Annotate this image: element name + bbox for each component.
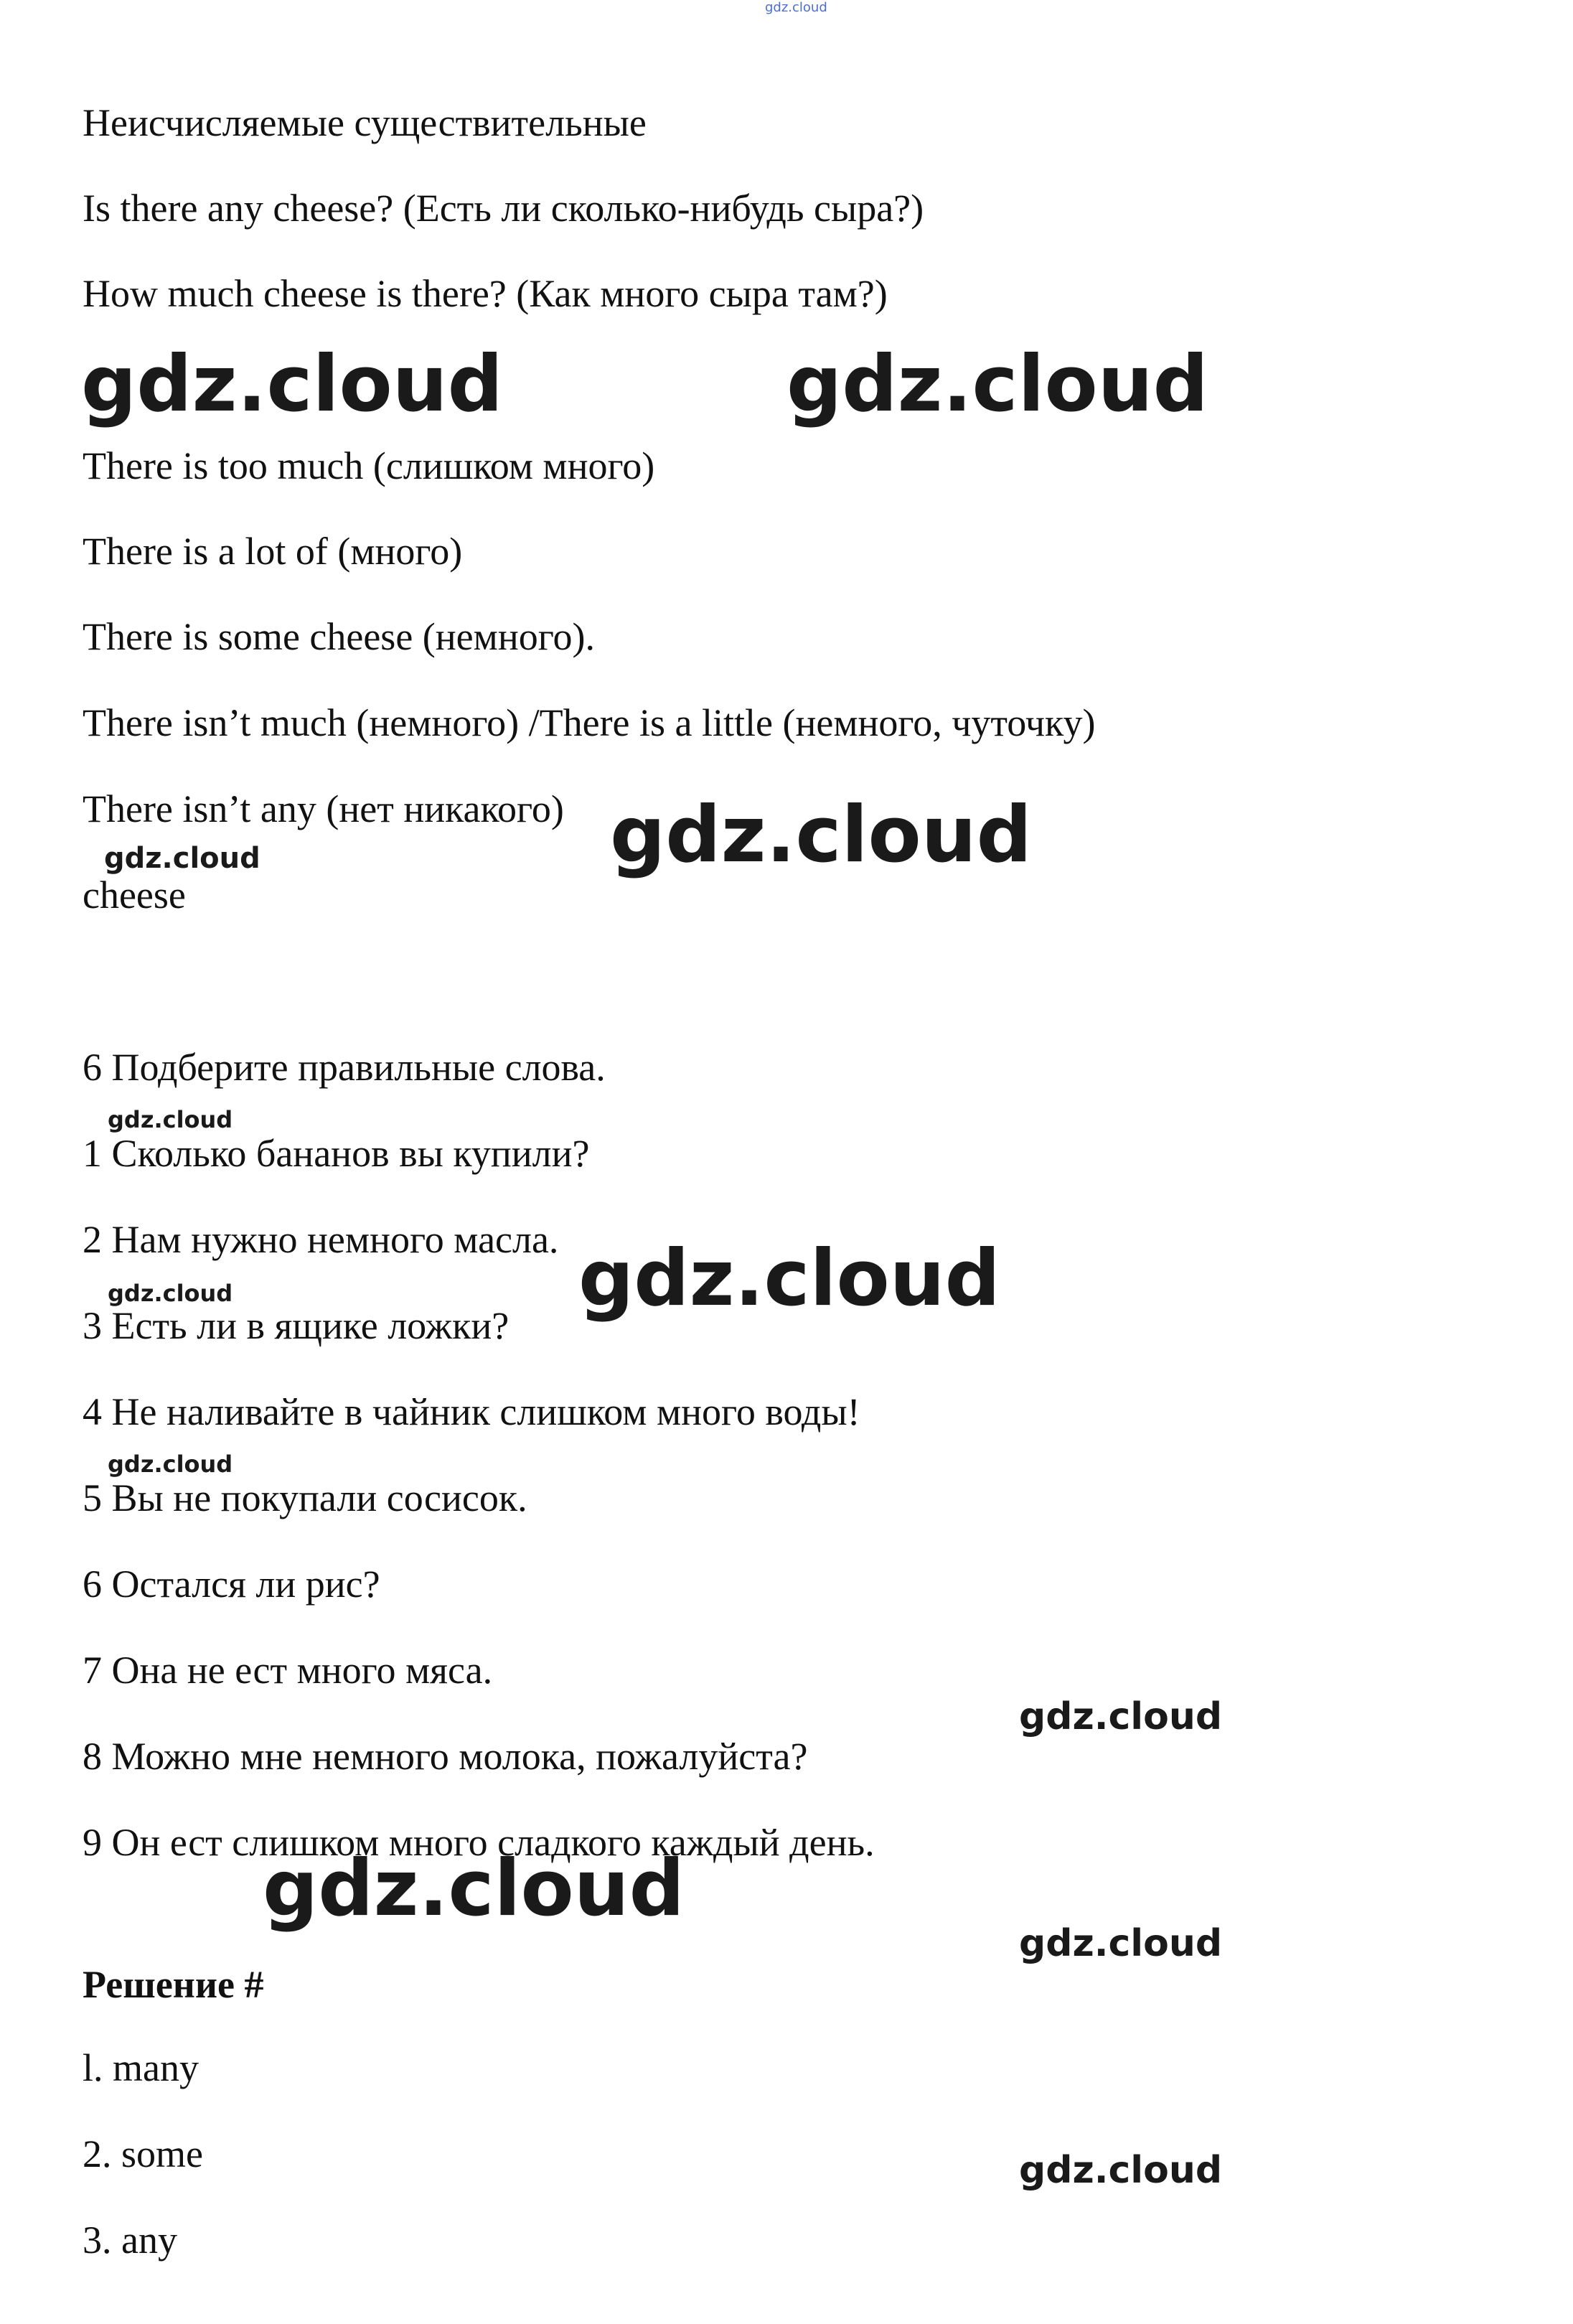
exercise-item-9: 9 Он ест слишком много сладкого каждый день.	[83, 1821, 875, 1864]
exercise-item-4: 4 Не наливайте в чайник слишком много воды!	[83, 1390, 860, 1433]
watermark-large-3: gdz.cloud	[610, 790, 1032, 880]
intro-line-isnt-any: There isn’t any (нет никакого)	[83, 787, 564, 830]
intro-line-how-much: How much cheese is there? (Как много сыра там?)	[83, 272, 888, 315]
watermark-medium-1: gdz.cloud	[1019, 1695, 1223, 1738]
solution-answer-3: 3. any	[83, 2218, 177, 2262]
intro-line-some: There is some cheese (немного).	[83, 615, 595, 658]
exercise-item-5: 5 Вы не покупали сосисок.	[83, 1476, 527, 1519]
watermark-large-2: gdz.cloud	[786, 339, 1208, 429]
exercise-item-2: 2 Нам нужно немного масла.	[83, 1218, 559, 1261]
watermark-large-1: gdz.cloud	[81, 339, 503, 429]
exercise-title: 6 Подберите правильные слова.	[83, 1046, 606, 1089]
exercise-item-8: 8 Можно мне немного молока, пожалуйста?	[83, 1735, 808, 1778]
watermark-top: gdz.cloud	[765, 0, 827, 15]
intro-line-too-much: There is too much (слишком много)	[83, 444, 655, 487]
watermark-large-4: gdz.cloud	[578, 1234, 1000, 1323]
watermark-medium-3: gdz.cloud	[1019, 2149, 1223, 2192]
exercise-item-1: 1 Сколько бананов вы купили?	[83, 1132, 590, 1175]
watermark-medium-2: gdz.cloud	[1019, 1922, 1223, 1965]
heading-uncountable-nouns: Неисчисляемые существительные	[83, 101, 647, 144]
watermark-large-5: gdz.cloud	[263, 1844, 685, 1934]
watermark-small-4: gdz.cloud	[108, 1451, 233, 1478]
exercise-item-6: 6 Остался ли рис?	[83, 1562, 380, 1606]
watermark-small-1: gdz.cloud	[104, 842, 260, 875]
intro-line-a-lot-of: There is a lot of (много)	[83, 530, 463, 573]
watermark-small-2: gdz.cloud	[108, 1106, 233, 1133]
intro-line-any-cheese: Is there any cheese? (Есть ли сколько-нибудь сыра?)	[83, 187, 924, 230]
exercise-item-3: 3 Есть ли в ящике ложки?	[83, 1304, 510, 1347]
exercise-item-7: 7 Она не ест много мяса.	[83, 1649, 493, 1692]
intro-line-cheese: cheese	[83, 873, 186, 917]
watermark-small-3: gdz.cloud	[108, 1280, 233, 1307]
solution-heading: Решение #	[83, 1963, 264, 2006]
solution-answer-1: l. many	[83, 2046, 199, 2089]
intro-line-isnt-much: There isn’t much (немного) /There is a little (немного, чуточку)	[83, 701, 1096, 744]
solution-answer-2: 2. some	[83, 2132, 203, 2175]
